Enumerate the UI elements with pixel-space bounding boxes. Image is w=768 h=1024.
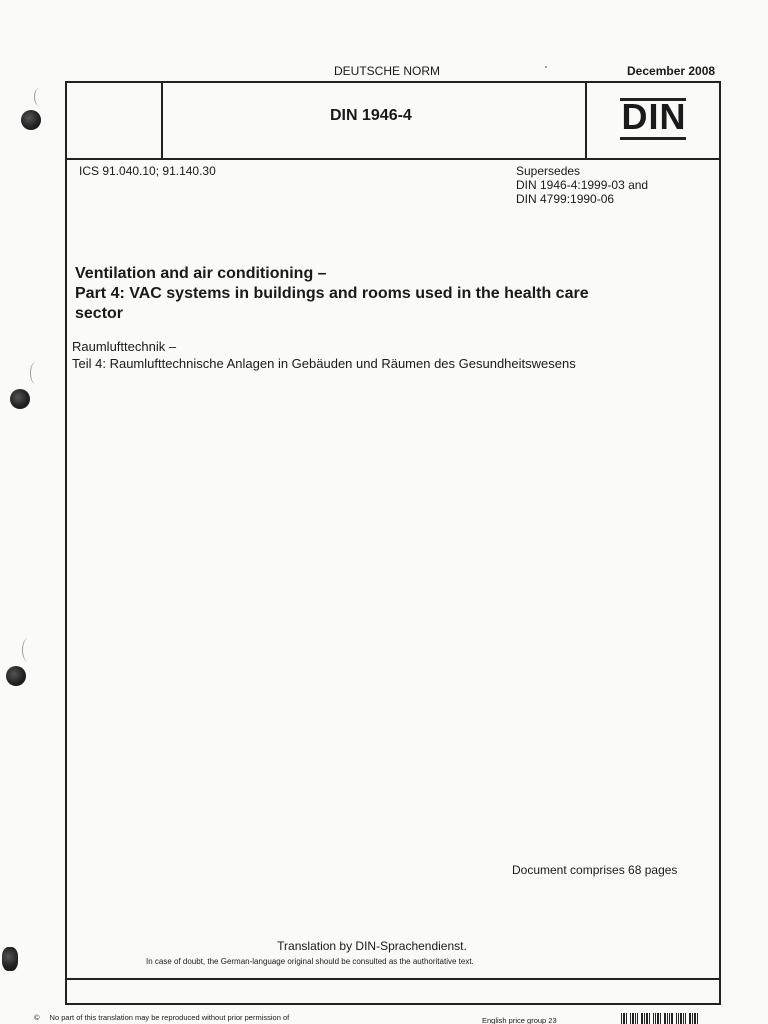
authoritative-text-note: In case of doubt, the German-language original should be consulted as the authoritative text. [146,957,474,966]
din-logo: DIN [621,96,687,137]
german-title-line: Teil 4: Raumlufttechnische Anlagen in Gebäuden und Räumen des Gesundheitswesens [72,356,576,371]
copyright-icon: © [34,1013,40,1022]
supersedes-item: DIN 1946-4:1999-03 and [516,178,649,192]
scan-speck [545,66,547,68]
standard-number: DIN 1946-4 [330,107,412,124]
binder-hole [21,110,41,130]
barcode [621,1013,698,1024]
header-divider [585,81,587,160]
pencil-mark [30,362,41,384]
publication-date: December 2008 [627,64,716,78]
header-divider [161,81,163,160]
page-count-note: Document comprises 68 pages [512,863,678,877]
pencil-mark [22,638,35,662]
english-title [75,264,705,324]
supersedes-block [516,164,648,206]
english-title-line: sector [75,305,124,322]
german-title-line: Raumlufttechnik – [72,339,177,354]
deutsche-norm-label: DEUTSCHE NORM [334,64,441,78]
translation-note [0,939,768,953]
copyright-notice [34,1013,289,1022]
din-logo-bar [620,137,686,140]
copyright-text: No part of this translation may be reproduced without prior permission of [49,1013,290,1022]
translation-text: Translation by DIN-Sprachendienst. [277,939,467,953]
english-title-line: Ventilation and air conditioning – [75,265,327,282]
german-title [72,338,712,372]
price-group: English price group 23 [482,1016,557,1024]
ics-codes: ICS 91.040.10; 91.140.30 [79,164,216,178]
pencil-mark [34,88,45,106]
supersedes-item: DIN 4799:1990-06 [516,192,615,206]
binder-hole [6,666,26,686]
footer-divider [65,978,721,980]
english-title-line: Part 4: VAC systems in buildings and rooms used in the health care [75,285,589,302]
supersedes-label: Supersedes [516,164,581,178]
binder-hole [10,389,30,409]
